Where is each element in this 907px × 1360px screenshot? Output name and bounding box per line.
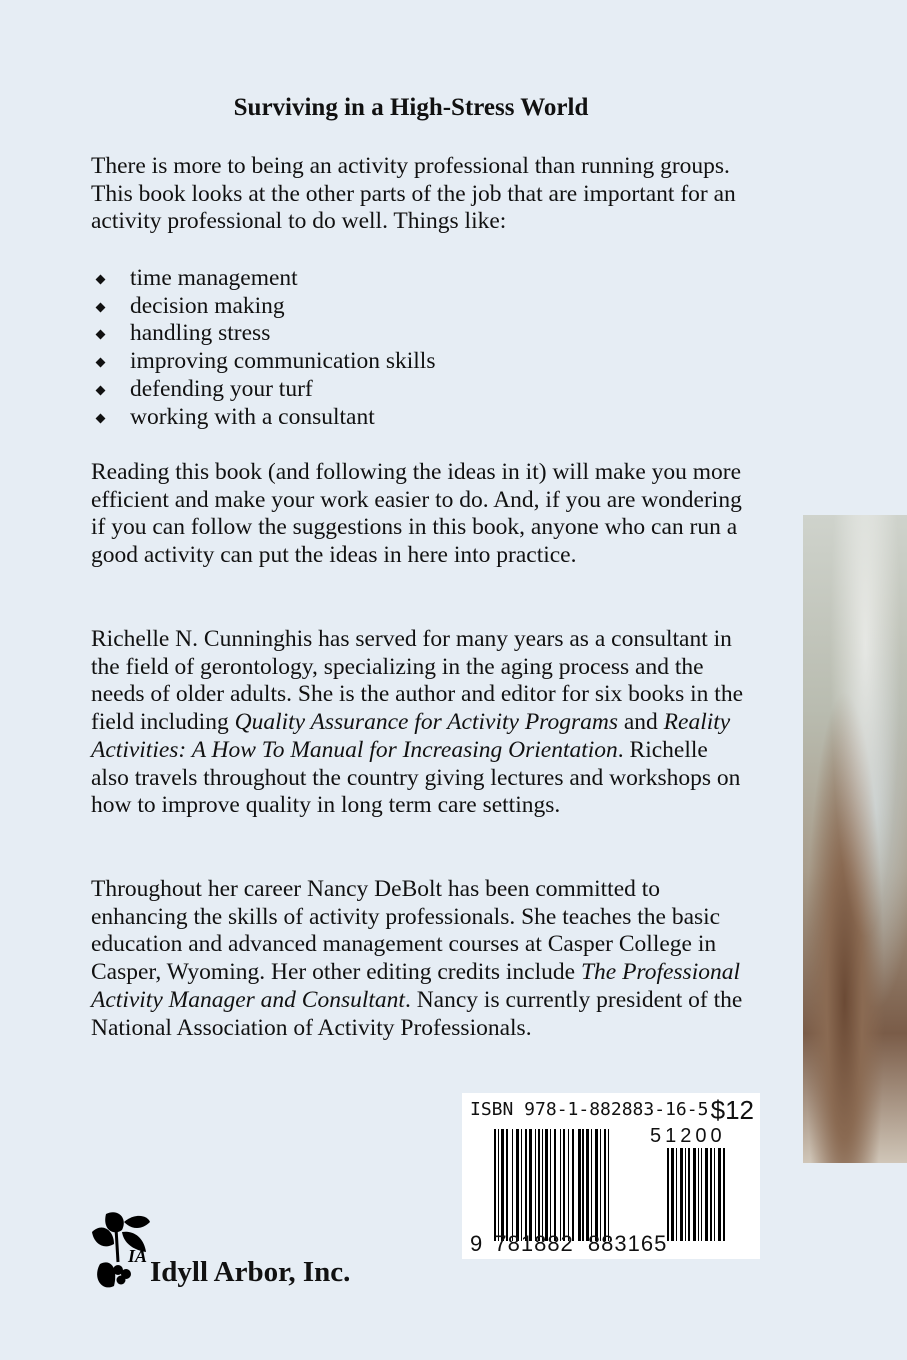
- diamond-bullet-icon: [96, 413, 106, 423]
- barcode-bar: [545, 1129, 548, 1241]
- cover-photo-strip: [803, 515, 907, 1163]
- list-item: [91, 293, 435, 321]
- publisher-name: Idyll Arbor, Inc.: [150, 1256, 351, 1288]
- barcode-digits-right: 883165: [587, 1231, 668, 1256]
- publisher-logo-leaf-icon: [88, 1208, 158, 1296]
- diamond-bullet-icon: [96, 330, 106, 340]
- list-item: [91, 348, 435, 376]
- isbn-label: ISBN 978-1-882883-16-5: [470, 1099, 709, 1120]
- isbn-barcode: [462, 1093, 760, 1259]
- book-title: Surviving in a High-Stress World: [233, 94, 589, 121]
- barcode-bar: [688, 1148, 690, 1241]
- barcode-bar: [550, 1129, 552, 1241]
- topic-list: [91, 265, 435, 431]
- barcode-bar: [680, 1148, 683, 1241]
- list-item-text: decision making: [130, 292, 285, 319]
- book-title-italic: Reality Activities: A How To Manual for Increasing Orientation: [91, 709, 731, 763]
- barcode-bar: [693, 1148, 696, 1241]
- barcode-bar: [714, 1148, 716, 1241]
- list-item-text: defending your turf: [130, 375, 313, 402]
- barcode-bar: [554, 1129, 556, 1241]
- barcode-bar: [578, 1129, 581, 1241]
- barcode-bar: [542, 1129, 544, 1241]
- barcode-bar: [535, 1129, 537, 1241]
- barcode-bar: [586, 1129, 589, 1241]
- barcode-bar: [494, 1129, 496, 1241]
- barcode-bar: [525, 1129, 527, 1241]
- bio-text-part: Throughout her career Nancy DeBolt has been committed to enhancing the skills of activity professionals. She teaches the basic education and advanced management courses at Casper College in Casper, Wyoming. Her other editing credits include: [91, 876, 721, 986]
- barcode-bar: [506, 1129, 508, 1241]
- list-item: [91, 376, 435, 404]
- book-title-italic: The Professional Activity Manager and Consultant: [91, 959, 740, 1013]
- barcode-bar: [512, 1129, 514, 1241]
- addon-code: 51200: [650, 1125, 726, 1147]
- bio-text-part: Richelle N. Cunninghis has served for many years as a consultant in the field of gerontology, specializing in the aging process and the needs of older adults. She is the author and editor for six books in the field including: [91, 626, 743, 736]
- barcode-bar: [698, 1148, 700, 1241]
- barcode-digits: [470, 1231, 667, 1257]
- list-item-text: time management: [130, 265, 298, 291]
- barcode-digit-first: 9: [470, 1231, 483, 1256]
- barcode-bars-main: [494, 1129, 652, 1241]
- list-item: [91, 265, 435, 293]
- diamond-bullet-icon: [96, 302, 106, 312]
- list-item-text: handling stress: [130, 320, 271, 347]
- barcode-bar: [676, 1148, 678, 1241]
- barcode-bar: [572, 1129, 574, 1241]
- list-item-text: working with a consultant: [130, 403, 375, 430]
- reading-text: Reading this book (and following the ideas in it) will make you more efficient and make your work easier to do. And, if you are wondering if you can follow the suggestions in this book, anyone who can run a good activity can put the ideas in here into practice.: [91, 459, 742, 569]
- barcode-bar: [498, 1129, 500, 1241]
- barcode-bar: [568, 1129, 570, 1241]
- barcode-bar: [538, 1129, 540, 1241]
- author-debolt-bio: [91, 876, 751, 1042]
- author-cunninghis-bio: [91, 626, 751, 820]
- barcode-bar: [516, 1129, 519, 1241]
- barcode-bars-addon: [667, 1148, 747, 1241]
- barcode-bar: [582, 1129, 584, 1241]
- barcode-bar: [667, 1148, 669, 1241]
- bio-text: [91, 626, 751, 820]
- barcode-bar: [560, 1129, 562, 1241]
- barcode-bar: [723, 1148, 725, 1241]
- diamond-bullet-icon: [96, 275, 106, 285]
- barcode-bar: [718, 1148, 721, 1241]
- barcode-bar: [591, 1129, 593, 1241]
- list-item: [91, 320, 435, 348]
- book-title-italic: Quality Assurance for Activity Programs: [234, 709, 618, 736]
- diamond-bullet-icon: [96, 358, 106, 368]
- barcode-bar: [701, 1148, 703, 1241]
- bio-text: [91, 876, 751, 1042]
- bio-text-part: . Nancy is currently president of the National Association of Activity Professionals.: [91, 986, 743, 1041]
- barcode-bar: [705, 1148, 708, 1241]
- barcode-bar: [608, 1129, 610, 1241]
- barcode-bar: [521, 1129, 523, 1241]
- barcode-bar: [595, 1129, 598, 1241]
- barcode-bar: [671, 1148, 674, 1241]
- price-label: $12: [710, 1095, 754, 1125]
- list-item: [91, 404, 435, 432]
- bio-text-part: and: [617, 709, 664, 736]
- logo-initials: IA: [128, 1246, 148, 1266]
- barcode-bar: [710, 1148, 712, 1241]
- diamond-bullet-icon: [96, 385, 106, 395]
- intro-paragraph: [91, 153, 751, 236]
- reading-paragraph: [91, 459, 751, 570]
- barcode-bar: [501, 1129, 504, 1241]
- barcode-digits-left: 781882: [494, 1231, 574, 1256]
- barcode-bar: [604, 1129, 606, 1241]
- intro-text: There is more to being an activity professional than running groups. This book looks at the other parts of the job that are important for an activity professional to do well. Things like:: [91, 153, 736, 235]
- barcode-bar: [563, 1129, 565, 1241]
- list-item-text: improving communication skills: [130, 348, 436, 375]
- barcode-bar: [685, 1148, 687, 1241]
- barcode-bar: [529, 1129, 532, 1241]
- bio-text-part: . Richelle also travels throughout the country giving lectures and workshops on how to improve quality in long term care settings.: [91, 736, 741, 819]
- barcode-bar: [600, 1129, 602, 1241]
